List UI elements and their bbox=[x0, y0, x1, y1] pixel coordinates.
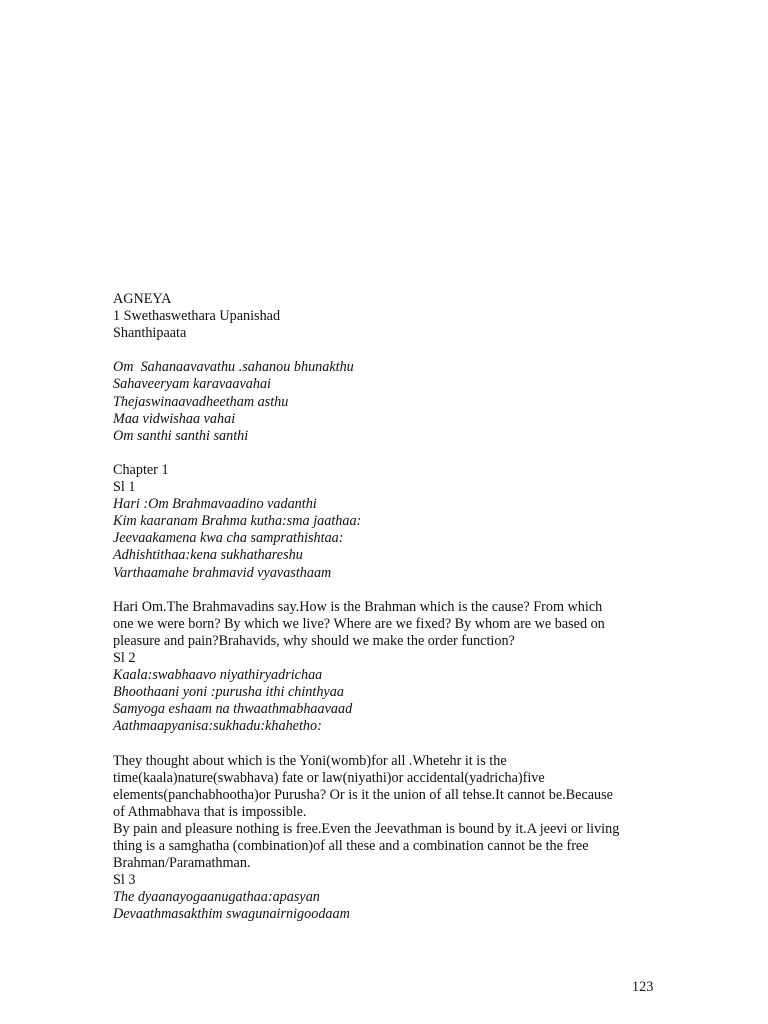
explanation-line: Brahman/Paramathman. bbox=[113, 855, 251, 872]
shanthi-verse-line: Sahaveeryam karavaavahai bbox=[113, 376, 271, 393]
shanthi-verse-line: Thejaswinaavadheetham asthu bbox=[113, 393, 289, 410]
sloka-verse-line: Kim kaaranam Brahma kutha:sma jaathaa: bbox=[113, 513, 362, 530]
sloka-verse-line: Hari :Om Brahmavaadino vadanthi bbox=[113, 496, 317, 513]
spacer bbox=[113, 342, 658, 359]
upanishad-title: 1 Swethaswethara Upanishad bbox=[113, 308, 281, 325]
spacer bbox=[113, 582, 658, 599]
sloka-verse-line: Samyoga eshaam na thwaathmabhaavaad bbox=[113, 701, 353, 718]
sloka-verse-line: Jeevaakamena kwa cha samprathishtaa: bbox=[113, 530, 344, 547]
spacer bbox=[113, 445, 658, 462]
book-title: AGNEYA bbox=[113, 291, 172, 307]
explanation-line: one we were born? By which we live? Where are we fixed? By whom are we based on bbox=[113, 615, 605, 632]
explanation-line: Hari Om.The Brahmavadins say.How is the Brahman which is the cause? From which bbox=[113, 598, 603, 615]
sloka-verse-line: Bhoothaani yoni :purusha ithi chinthyaa bbox=[113, 684, 344, 701]
sloka-verse-line: Kaala:swabhaavo niyathiryadrichaa bbox=[113, 667, 323, 684]
sloka-verse-line: Adhishtithaa:kena sukhathareshu bbox=[113, 547, 303, 564]
explanation-line: elements(panchabhootha)or Purusha? Or is it the union of all tehse.It cannot be.Because bbox=[113, 786, 613, 803]
sloka-verse-line: Devaathmasakthim swagunairnigoodaam bbox=[113, 906, 350, 923]
sloka-verse-line: Aathmaapyanisa:sukhadu:khahetho: bbox=[113, 718, 322, 735]
sloka-label: Sl 1 bbox=[113, 479, 136, 496]
shanthi-verse-line: Maa vidwishaa vahai bbox=[113, 410, 236, 427]
spacer bbox=[113, 735, 658, 752]
shanthi-verse-line: Om Sahanaavavathu .sahanou bhunakthu bbox=[113, 359, 354, 376]
page-number: 123 bbox=[632, 979, 654, 995]
section-title: Shanthipaata bbox=[113, 325, 187, 342]
sloka-verse-line: Varthaamahe brahmavid vyavasthaam bbox=[113, 564, 332, 581]
sloka-verse-line: The dyaanayogaanugathaa:apasyan bbox=[113, 889, 320, 906]
chapter-title: Chapter 1 bbox=[113, 461, 169, 478]
explanation-line: time(kaala)nature(swabhava) fate or law(niyathi)or accidental(yadricha)five bbox=[113, 769, 545, 786]
explanation-line: They thought about which is the Yoni(womb)for all .Whetehr it is the bbox=[113, 752, 507, 769]
explanation-line: pleasure and pain?Brahavids, why should we make the order function? bbox=[113, 632, 515, 649]
sloka-label: Sl 3 bbox=[113, 872, 136, 889]
shanthi-verse-line: Om santhi santhi santhi bbox=[113, 427, 249, 444]
explanation-line: By pain and pleasure nothing is free.Even the Jeevathman is bound by it.A jeevi or living bbox=[113, 820, 620, 837]
explanation-line: of Athmabhava that is impossible. bbox=[113, 803, 307, 820]
page-content bbox=[113, 291, 658, 923]
sloka-label: Sl 2 bbox=[113, 649, 136, 666]
explanation-line: thing is a samghatha (combination)of all these and a combination cannot be the free bbox=[113, 838, 589, 854]
